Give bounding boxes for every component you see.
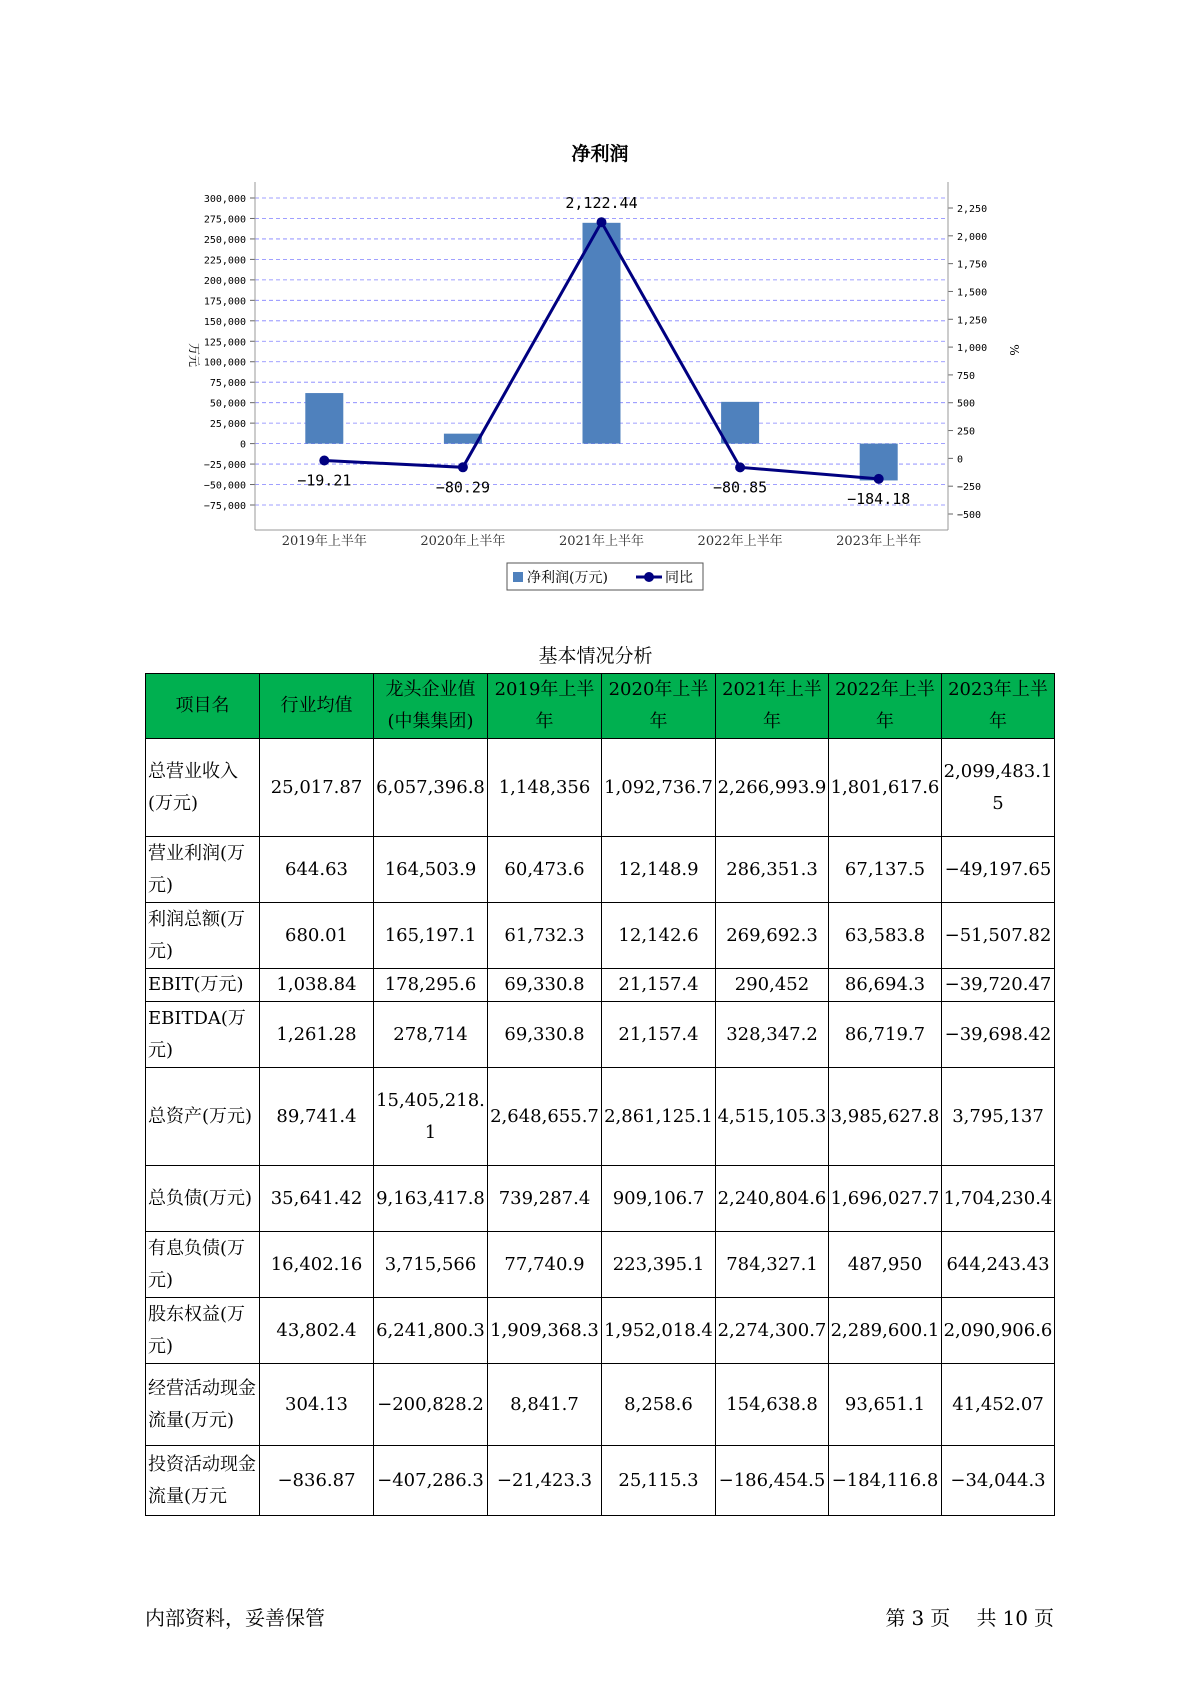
table-row (146, 969, 1055, 1002)
table-cell: 63,583.8 (829, 903, 942, 969)
table-cell: 61,732.3 (488, 903, 602, 969)
bar (583, 223, 621, 444)
table-cell: −39,720.47 (942, 969, 1055, 1002)
table-cell: 3,985,627.8 (829, 1068, 942, 1166)
y-tick-label: 225,000 (203, 255, 246, 267)
table-cell: −51,507.82 (942, 903, 1055, 969)
total-pages: 10 (1002, 1606, 1028, 1630)
table-cell: 77,740.9 (488, 1232, 602, 1298)
table-cell: 1,909,368.3 (488, 1298, 602, 1364)
row-label-cell: 利润总额(万元) (146, 903, 260, 969)
table-row (146, 1068, 1055, 1166)
yoy-data-label: −184.18 (847, 489, 911, 508)
table-cell: 4,515,105.3 (716, 1068, 829, 1166)
table-row (146, 739, 1055, 837)
header-cell: 行业均值 (260, 674, 374, 739)
page-prefix: 第 (885, 1606, 906, 1630)
table-cell: −49,197.65 (942, 837, 1055, 903)
table-cell: 1,704,230.4 (942, 1166, 1055, 1232)
table-cell: 43,802.4 (260, 1298, 374, 1364)
table-row (146, 1166, 1055, 1232)
row-label-cell: 有息负债(万元) (146, 1232, 260, 1298)
header-cell: 2020年上半年 (602, 674, 716, 739)
y2-tick-label: 1,500 (957, 287, 988, 299)
y-tick-label: 275,000 (203, 214, 246, 226)
yoy-point (597, 217, 607, 227)
row-label-cell: 经营活动现金流量(万元) (146, 1364, 260, 1446)
table-row (146, 1298, 1055, 1364)
x-tick-label: 2019年上半年 (281, 534, 367, 549)
table-cell: 1,696,027.7 (829, 1166, 942, 1232)
table-cell: 164,503.9 (374, 837, 488, 903)
table-cell: 3,795,137 (942, 1068, 1055, 1166)
footer-confidential: 内部资料，妥善保管 (145, 1606, 325, 1630)
table-cell: 21,157.4 (602, 1002, 716, 1068)
y-axis-title: 万元 (187, 342, 201, 368)
y-tick-label: 300,000 (203, 194, 246, 205)
table-cell: 12,142.6 (602, 903, 716, 969)
x-tick-label: 2023年上半年 (836, 534, 922, 549)
yoy-point (458, 462, 468, 472)
legend-bar-swatch (513, 572, 523, 582)
row-label-cell: 总资产(万元) (146, 1068, 260, 1166)
table-cell: −184,116.8 (829, 1446, 942, 1516)
yoy-data-label: 2,122.44 (565, 194, 638, 213)
table-row (146, 1002, 1055, 1068)
table-cell: 2,240,804.6 (716, 1166, 829, 1232)
table-cell: 6,241,800.3 (374, 1298, 488, 1364)
table-cell: 1,261.28 (260, 1002, 374, 1068)
table-row (146, 1232, 1055, 1298)
table-cell: 784,327.1 (716, 1232, 829, 1298)
table-cell: 93,651.1 (829, 1364, 942, 1446)
header-cell: 2023年上半年 (942, 674, 1055, 739)
table-cell: 154,638.8 (716, 1364, 829, 1446)
y-tick-label: 150,000 (203, 316, 246, 328)
table-cell: −836.87 (260, 1446, 374, 1516)
y2-tick-label: 1,000 (957, 343, 988, 355)
y2-tick-label: 500 (957, 398, 976, 410)
table-cell: 1,952,018.4 (602, 1298, 716, 1364)
row-label-cell: EBITDA(万元) (146, 1002, 260, 1068)
y-tick-label: −75,000 (203, 501, 246, 512)
table-cell: 3,715,566 (374, 1232, 488, 1298)
table-row (146, 903, 1055, 969)
table-cell: −34,044.3 (942, 1446, 1055, 1516)
table-row (146, 1364, 1055, 1446)
table-cell: 178,295.6 (374, 969, 488, 1002)
y-tick-label: 250,000 (203, 234, 246, 246)
y-tick-label: 175,000 (203, 296, 246, 308)
table-cell: −21,423.3 (488, 1446, 602, 1516)
x-tick-label: 2021年上半年 (558, 534, 645, 549)
table-cell: 67,137.5 (829, 837, 942, 903)
y-tick-label: −25,000 (203, 460, 246, 472)
table-cell: 16,402.16 (260, 1232, 374, 1298)
table-cell: 86,694.3 (829, 969, 942, 1002)
yoy-point (319, 456, 329, 466)
table-cell: 6,057,396.8 (374, 739, 488, 837)
yoy-data-label: −19.21 (297, 471, 352, 490)
table-cell: 644.63 (260, 837, 374, 903)
table-cell: 60,473.6 (488, 837, 602, 903)
table-cell: 2,099,483.15 (942, 739, 1055, 837)
basic-analysis-table (145, 673, 1055, 1516)
table-cell: 644,243.43 (942, 1232, 1055, 1298)
total-prefix: 共 (976, 1606, 997, 1630)
row-label-cell: 营业利润(万元) (146, 837, 260, 903)
x-tick-label: 2022年上半年 (697, 534, 783, 549)
yoy-point (874, 474, 884, 484)
table-cell: 25,017.87 (260, 739, 374, 837)
table-cell: 304.13 (260, 1364, 374, 1446)
header-cell: 2022年上半年 (829, 674, 942, 739)
table-cell: 8,258.6 (602, 1364, 716, 1446)
y2-tick-label: −250 (957, 482, 982, 494)
page-unit: 页 (930, 1606, 951, 1630)
table-cell: 89,741.4 (260, 1068, 374, 1166)
table-cell: 1,038.84 (260, 969, 374, 1002)
table-cell: 269,692.3 (716, 903, 829, 969)
total-unit: 页 (1034, 1606, 1054, 1630)
table-row (146, 1446, 1055, 1516)
y-tick-label: 75,000 (209, 378, 246, 390)
header-cell: 2019年上半年 (488, 674, 602, 739)
header-cell: 龙头企业值(中集集团) (374, 674, 488, 739)
table-cell: 1,092,736.7 (602, 739, 716, 837)
table-cell: 1,801,617.6 (829, 739, 942, 837)
table-cell: 223,395.1 (602, 1232, 716, 1298)
y2-tick-label: −500 (957, 510, 982, 521)
table-cell: 2,090,906.6 (942, 1298, 1055, 1364)
table-row (146, 837, 1055, 903)
x-tick-label: 2020年上半年 (420, 534, 506, 549)
legend-bar-label: 净利润(万元) (527, 570, 608, 586)
table-cell: 69,330.8 (488, 1002, 602, 1068)
y-tick-label: 0 (239, 439, 246, 451)
table-cell: 1,148,356 (488, 739, 602, 837)
table-cell: 8,841.7 (488, 1364, 602, 1446)
table-cell: −200,828.2 (374, 1364, 488, 1446)
net-profit-chart (0, 0, 1191, 600)
row-label-cell: 总负债(万元) (146, 1166, 260, 1232)
y2-tick-label: 2,000 (957, 231, 988, 243)
table-cell: 2,861,125.1 (602, 1068, 716, 1166)
table-cell: 25,115.3 (602, 1446, 716, 1516)
table-cell: 165,197.1 (374, 903, 488, 969)
footer-page-info (879, 1602, 1054, 1631)
yoy-data-label: −80.29 (435, 478, 490, 497)
table-cell: 15,405,218.1 (374, 1068, 488, 1166)
table-cell: 35,641.42 (260, 1166, 374, 1232)
y-tick-label: −50,000 (203, 480, 246, 492)
y2-tick-label: 1,750 (957, 259, 988, 271)
legend-line-label: 同比 (665, 570, 693, 586)
row-label-cell: 股东权益(万元) (146, 1298, 260, 1364)
table-cell: 290,452 (716, 969, 829, 1002)
header-cell: 项目名 (146, 674, 260, 739)
row-label-cell: EBIT(万元) (146, 969, 260, 1002)
table-cell: 2,648,655.7 (488, 1068, 602, 1166)
y-tick-label: 125,000 (203, 337, 246, 349)
y-tick-label: 50,000 (209, 398, 246, 410)
table-cell: 69,330.8 (488, 969, 602, 1002)
y2-axis-title: % (1007, 344, 1021, 356)
y-tick-label: 25,000 (209, 419, 246, 431)
y-tick-label: 100,000 (203, 357, 246, 369)
y2-tick-label: 0 (957, 454, 964, 466)
table-cell: 286,351.3 (716, 837, 829, 903)
table-cell: 278,714 (374, 1002, 488, 1068)
table-cell: 2,274,300.7 (716, 1298, 829, 1364)
table-cell: 487,950 (829, 1232, 942, 1298)
table-cell: 909,106.7 (602, 1166, 716, 1232)
table-cell: 2,289,600.1 (829, 1298, 942, 1364)
table-cell: −186,454.5 (716, 1446, 829, 1516)
legend-line-marker (644, 572, 654, 582)
bar (721, 402, 759, 444)
table-cell: 86,719.7 (829, 1002, 942, 1068)
table-cell: 2,266,993.9 (716, 739, 829, 837)
yoy-data-label: −80.85 (713, 478, 768, 497)
y-tick-label: 200,000 (203, 275, 246, 287)
yoy-point (735, 462, 745, 472)
row-label-cell: 总营业收入(万元) (146, 739, 260, 837)
table-header-row (146, 674, 1055, 739)
y2-tick-label: 250 (957, 426, 976, 438)
table-cell: 21,157.4 (602, 969, 716, 1002)
y2-tick-label: 2,250 (957, 204, 988, 215)
table-cell: 9,163,417.8 (374, 1166, 488, 1232)
table-cell: 12,148.9 (602, 837, 716, 903)
table-caption: 基本情况分析 (538, 645, 653, 667)
table-cell: 328,347.2 (716, 1002, 829, 1068)
table-cell: 739,287.4 (488, 1166, 602, 1232)
page-number: 3 (911, 1606, 925, 1630)
table-cell: −39,698.42 (942, 1002, 1055, 1068)
y2-tick-label: 1,250 (957, 315, 988, 327)
header-cell: 2021年上半年 (716, 674, 829, 739)
row-label-cell: 投资活动现金流量(万元 (146, 1446, 260, 1516)
bar (305, 393, 343, 444)
y2-tick-label: 750 (957, 370, 976, 382)
table-cell: 41,452.07 (942, 1364, 1055, 1446)
table-cell: 680.01 (260, 903, 374, 969)
table-cell: −407,286.3 (374, 1446, 488, 1516)
chart-title: 净利润 (571, 143, 629, 165)
